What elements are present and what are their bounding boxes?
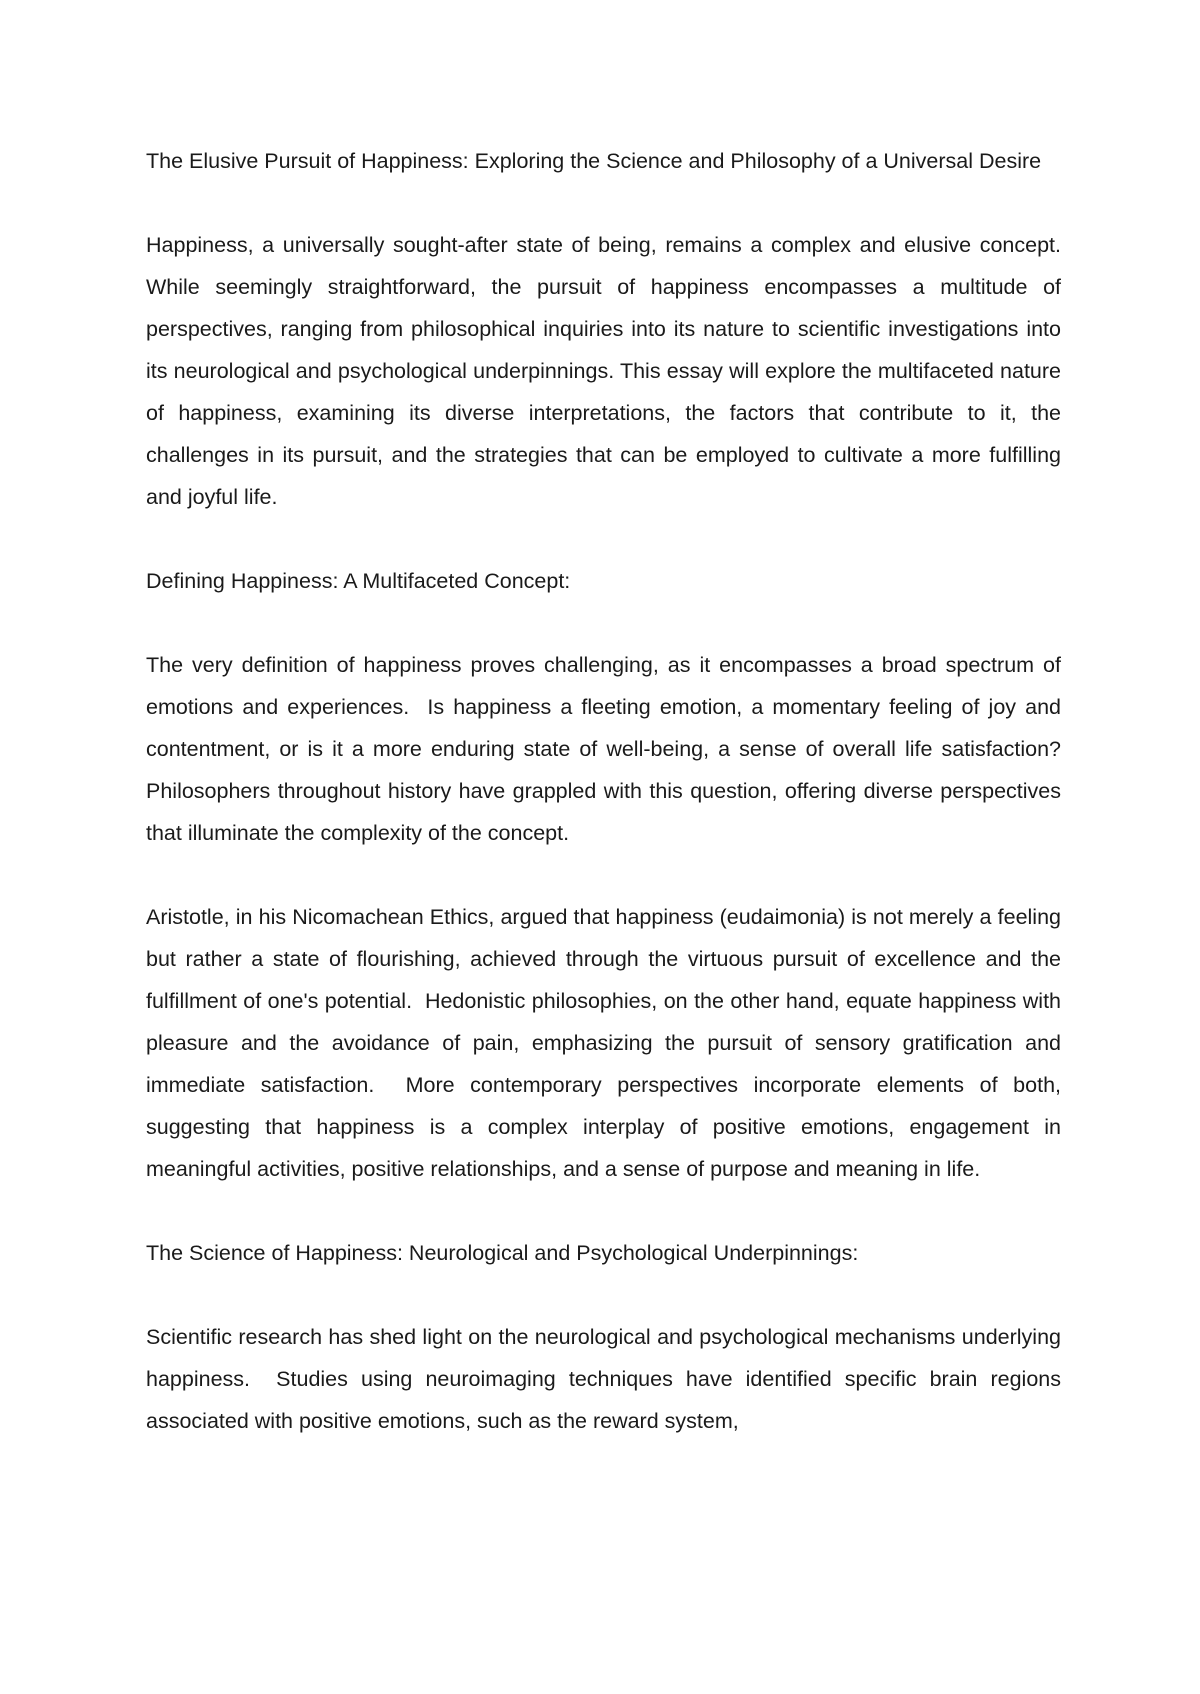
paragraph-intro: Happiness, a universally sought-after state of being, remains a complex and elusive concept. While seemingly straightforward, the pursuit of happiness encompasses a multitude of perspectives, ranging from philosophical inquiries into its nature to scientific investigations into its neurological and psychological underpinnings. This essay will explore the multifaceted nature of happiness, examining its diverse interpretations, the factors that contribute to it, the challenges in its pursuit, and the strategies that can be employed to cultivate a more fulfilling and joyful life. xyxy=(146,233,1073,509)
section-heading-science: The Science of Happiness: Neurological and Psychological Underpinnings: xyxy=(146,1241,859,1265)
paragraph-definition: The very definition of happiness proves challenging, as it encompasses a broad spectrum of emotions and experiences. Is happiness a fleeting emotion, a momentary feeling of joy and contentment, or is it a more enduring state of well-being, a sense of overall life satisfaction? Philosophers throughout history have grappled with this question, offering diverse perspectives that illuminate the complexity of the concept. xyxy=(146,653,1073,845)
section-heading-defining: Defining Happiness: A Multifaceted Concept: xyxy=(146,569,571,593)
document-body xyxy=(146,140,1073,1442)
paragraph-aristotle: Aristotle, in his Nicomachean Ethics, argued that happiness (eudaimonia) is not merely a feeling but rather a state of flourishing, achieved through the virtuous pursuit of excellence and the fulfillment of one's potential. Hedonistic philosophies, on the other hand, equate happiness with pleasure and the avoidance of pain, emphasizing the pursuit of sensory gratification and immediate satisfaction. More contemporary perspectives incorporate elements of both, suggesting that happiness is a complex interplay of positive emotions, engagement in meaningful activities, positive relationships, and a sense of purpose and meaning in life. xyxy=(146,905,1067,1181)
document-title: The Elusive Pursuit of Happiness: Exploring the Science and Philosophy of a Universal Desire xyxy=(146,149,1042,173)
paragraph-science: Scientific research has shed light on the neurological and psychological mechanisms underlying happiness. Studies using neuroimaging techniques have identified specific brain regions associated with positive emotions, such as the reward system, xyxy=(146,1325,1067,1433)
